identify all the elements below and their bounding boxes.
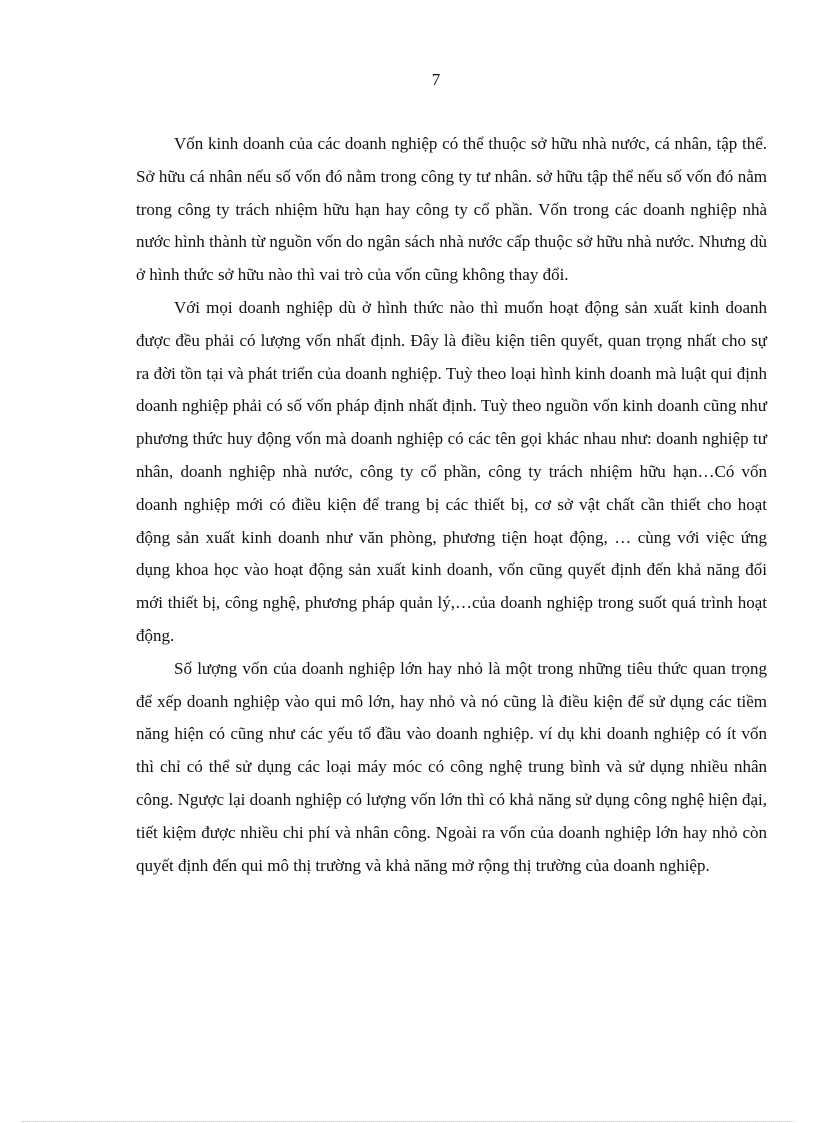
paragraph-capital-role: Với mọi doanh nghiệp dù ở hình thức nào thì muốn hoạt động sản xuất kinh doanh được đều phải có lượng vốn nhất định. Đây là điều kiện tiên quyết, quan trọng nhất cho sự ra đời tồn tại và phát triển của doanh nghiệp. Tuỳ theo loại hình kinh doanh mà luật qui định doanh nghiệp phải có số vốn pháp định nhất định. Tuỳ theo nguồn vốn kinh doanh cũng như phương thức huy động vốn mà doanh nghiệp có các tên gọi khác nhau như: doanh nghiệp tư nhân, doanh nghiệp nhà nước, công ty cổ phần, công ty trách nhiệm hữu hạn…Có vốn doanh nghiệp mới có điều kiện để trang bị các thiết bị, cơ sở vật chất cần thiết cho hoạt động sản xuất kinh doanh như văn phòng, phương tiện hoạt động, … cùng với việc ứng dụng khoa học vào hoạt động sản xuất kinh doanh, vốn cũng quyết định đến khả năng đổi mới thiết bị, công nghệ, phương pháp quản lý,…của doanh nghiệp trong suốt quá trình hoạt động. [136, 297, 767, 645]
paragraph-capital-scale: Số lượng vốn của doanh nghiệp lớn hay nhỏ là một trong những tiêu thức quan trọng để xếp doanh nghiệp vào qui mô lớn, hay nhỏ và nó cũng là điều kiện để sử dụng các tiềm năng hiện có cũng như các yếu tố đầu vào doanh nghiệp. ví dụ khi doanh nghiệp có ít vốn thì chỉ có thể sử dụng các loại máy móc có công nghệ trung bình và sử dụng nhiều nhân công. Ngược lại doanh nghiệp có lượng vốn lớn thì có khả năng sử dụng công nghệ hiện đại, tiết kiệm được nhiều chi phí và nhân công. Ngoài ra vốn của doanh nghiệp lớn hay nhỏ còn quyết định đến qui mô thị trường và khả năng mở rộng thị trường của doanh nghiệp. [136, 658, 767, 875]
paragraph-ownership: Vốn kinh doanh của các doanh nghiệp có thể thuộc sở hữu nhà nước, cá nhân, tập thể. Sở hữu cá nhân nếu số vốn đó nằm trong công ty tư nhân. sở hữu tập thể nếu số vốn đó nằm trong công ty trách nhiệm hữu hạn hay công ty cổ phần. Vốn trong các doanh nghiệp nhà nước hình thành từ nguồn vốn do ngân sách nhà nước cấp thuộc sở hữu nhà nước. Nhưng dù ở hình thức sở hữu nào thì vai trò của vốn cũng không thay đổi. [136, 134, 767, 285]
page-number: 7 [431, 70, 441, 89]
page-bottom-rule [22, 1121, 794, 1122]
body-text [136, 128, 767, 882]
